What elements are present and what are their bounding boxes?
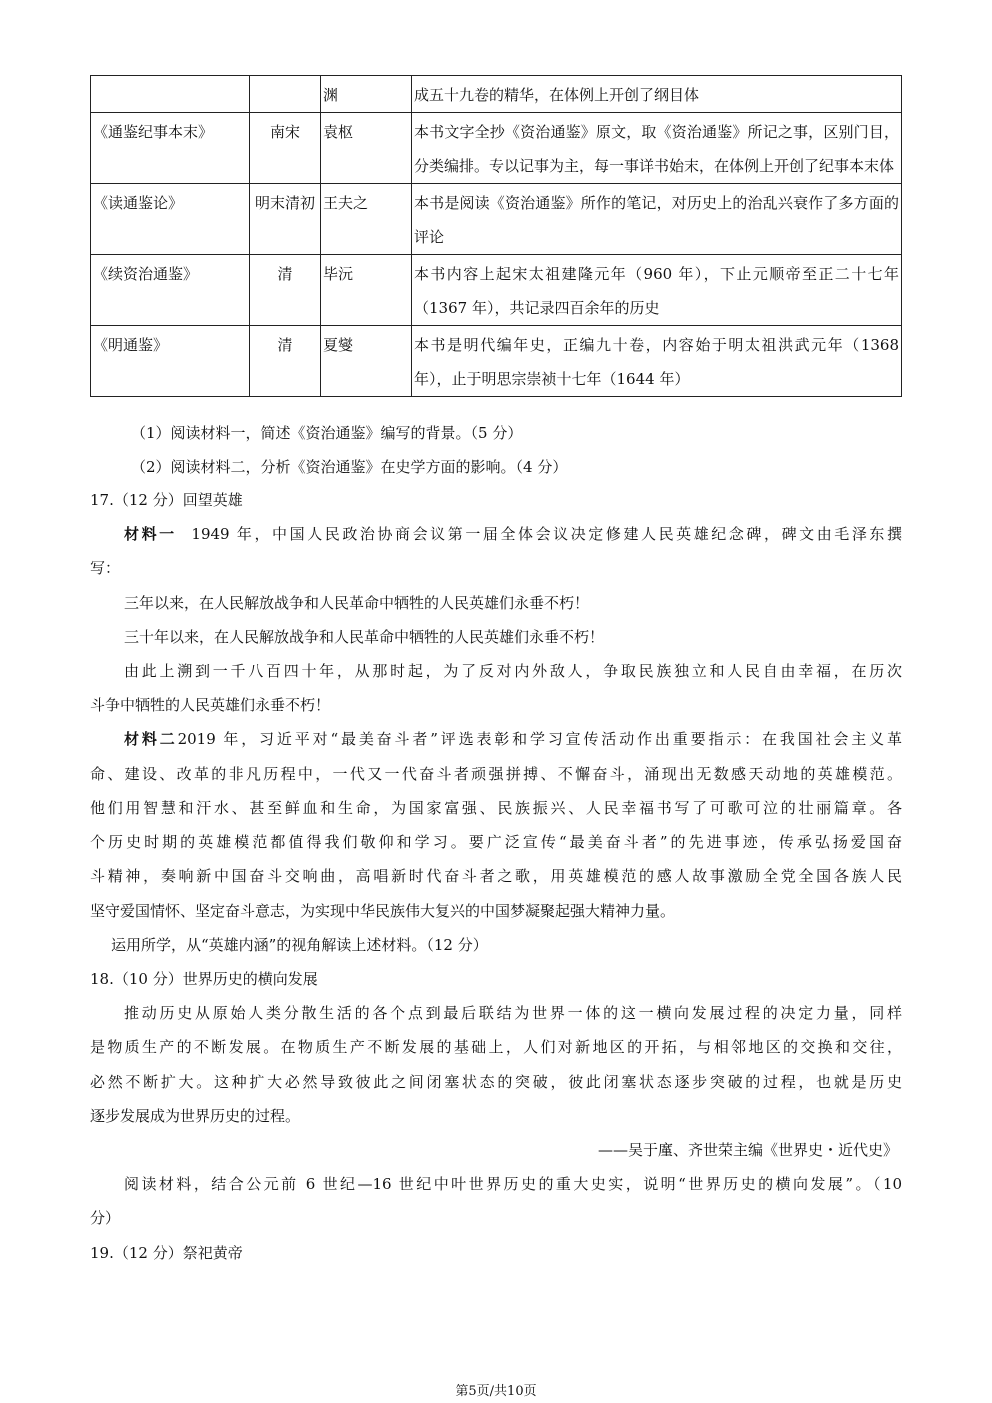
era-cell: 清: [250, 326, 321, 397]
inscription-line: 三十年以来，在人民解放战争和人民革命中牺牲的人民英雄们永垂不朽！: [124, 628, 605, 646]
q18-task: 分）: [90, 1209, 121, 1227]
material-1-text: 1949 年，中国人民政治协商会议第一届全体会议决定修建人民英雄纪念碑，碑文由毛泽东撰: [191, 525, 902, 543]
q18-heading: 18.（10 分）世界历史的横向发展: [90, 970, 318, 988]
material-1-label: 材料一: [124, 525, 177, 543]
q17-material-2-line: 坚守爱国情怀、坚定奋斗意志，为实现中华民族伟大复兴的中国梦凝聚起强大精神力量。: [90, 902, 676, 920]
table-row: [91, 255, 902, 326]
description-cell: 本书是明代编年史，正编九十卷，内容始于明太祖洪武元年（1368 年），止于明思宗崇祯十七年（1644 年）: [412, 326, 902, 397]
q18-material-line: 是物质生产的不断发展。在物质生产不断发展的基础上，人们对新地区的开拓，与相邻地区的交换和交往，: [90, 1038, 902, 1056]
q18-material-line: 必然不断扩大。这种扩大必然导致彼此之间闭塞状态的突破，彼此闭塞状态逐步突破的过程，也就是历史: [90, 1073, 902, 1091]
q17-material-2-line: 个历史时期的英雄模范都值得我们敬仰和学习。要广泛宣传“最美奋斗者”的先进事迹，传承弘扬爱国奋: [90, 833, 902, 851]
inscription-line: 由此上溯到一千八百四十年，从那时起，为了反对内外敌人，争取民族独立和人民自由幸福，在历次: [124, 662, 902, 680]
book-title-cell: 《续资治通鉴》: [91, 255, 250, 326]
era-cell: 清: [250, 255, 321, 326]
inscription-line: 斗争中牺牲的人民英雄们永垂不朽！: [90, 696, 331, 714]
q17-material-1-line: [124, 524, 902, 544]
q17-material-2-line: [124, 729, 902, 749]
book-title-cell: 《读通鉴论》: [91, 184, 250, 255]
q17-material-2-line: 命、建设、改革的非凡历程中，一代又一代奋斗者顽强拼搏、不懈奋斗，涌现出无数感天动地的英雄模范。: [90, 765, 902, 783]
book-title-cell: 《明通鉴》: [91, 326, 250, 397]
page-number: 第5页/共10页: [455, 1384, 537, 1399]
era-cell: 南宋: [250, 113, 321, 184]
material-2-text: 2019 年，习近平对“最美奋斗者”评选表彰和学习宣传活动作出重要指示：在我国社会主义革: [177, 730, 902, 748]
description-cell: 成五十九卷的精华，在体例上开创了纲目体: [412, 76, 902, 113]
q17-material-1-line: 写：: [90, 559, 121, 577]
historiography-table: [90, 75, 902, 397]
q16-sub-question-1: （1）阅读材料一，简述《资治通鉴》编写的背景。（5 分）: [131, 424, 523, 442]
book-title-cell: 《通鉴纪事本末》: [91, 113, 250, 184]
inscription-line: 三年以来，在人民解放战争和人民革命中牺牲的人民英雄们永垂不朽！: [124, 594, 590, 612]
author-cell: 袁枢: [321, 113, 412, 184]
q16-sub-question-2: （2）阅读材料二，分析《资治通鉴》在史学方面的影响。（4 分）: [131, 458, 568, 476]
author-cell: 王夫之: [321, 184, 412, 255]
table-row: [91, 184, 902, 255]
book-title-cell: [91, 76, 250, 113]
author-cell: 渊: [321, 76, 412, 113]
description-cell: 本书文字全抄《资治通鉴》原文，取《资治通鉴》所记之事，区别门目，分类编排。专以记事为主，每一事详书始末，在体例上开创了纪事本末体: [412, 113, 902, 184]
q18-material-line: 逐步发展成为世界历史的过程。: [90, 1107, 301, 1125]
q17-task: 运用所学，从“英雄内涵”的视角解读上述材料。（12 分）: [111, 936, 488, 954]
q18-source-citation: ——吴于廑、齐世荣主编《世界史・近代史》: [597, 1141, 898, 1159]
q18-task: 阅读材料，结合公元前 6 世纪—16 世纪中叶世界历史的重大史实，说明“世界历史的横向发展”。（10: [124, 1175, 902, 1193]
q18-material-line: 推动历史从原始人类分散生活的各个点到最后联结为世界一体的这一横向发展过程的决定力量，同样: [124, 1004, 902, 1022]
table-row: [91, 76, 902, 113]
description-cell: 本书是阅读《资治通鉴》所作的笔记，对历史上的治乱兴衰作了多方面的评论: [412, 184, 902, 255]
q19-heading: 19.（12 分）祭祀黄帝: [90, 1244, 243, 1262]
era-cell: [250, 76, 321, 113]
table-row: [91, 113, 902, 184]
q17-material-2-line: 他们用智慧和汗水、甚至鲜血和生命，为国家富强、民族振兴、人民幸福书写了可歌可泣的壮丽篇章。各: [90, 799, 902, 817]
era-cell: 明末清初: [250, 184, 321, 255]
author-cell: 夏燮: [321, 326, 412, 397]
author-cell: 毕沅: [321, 255, 412, 326]
material-2-label: 材料二: [124, 730, 178, 748]
table-row: [91, 326, 902, 397]
q17-material-2-line: 斗精神，奏响新中国奋斗交响曲，高唱新时代奋斗者之歌，用英雄模范的感人故事激励全党全国各族人民: [90, 867, 902, 885]
q17-heading: 17.（12 分）回望英雄: [90, 491, 243, 509]
description-cell: 本书内容上起宋太祖建隆元年（960 年），下止元顺帝至正二十七年（1367 年），共记录四百余年的历史: [412, 255, 902, 326]
